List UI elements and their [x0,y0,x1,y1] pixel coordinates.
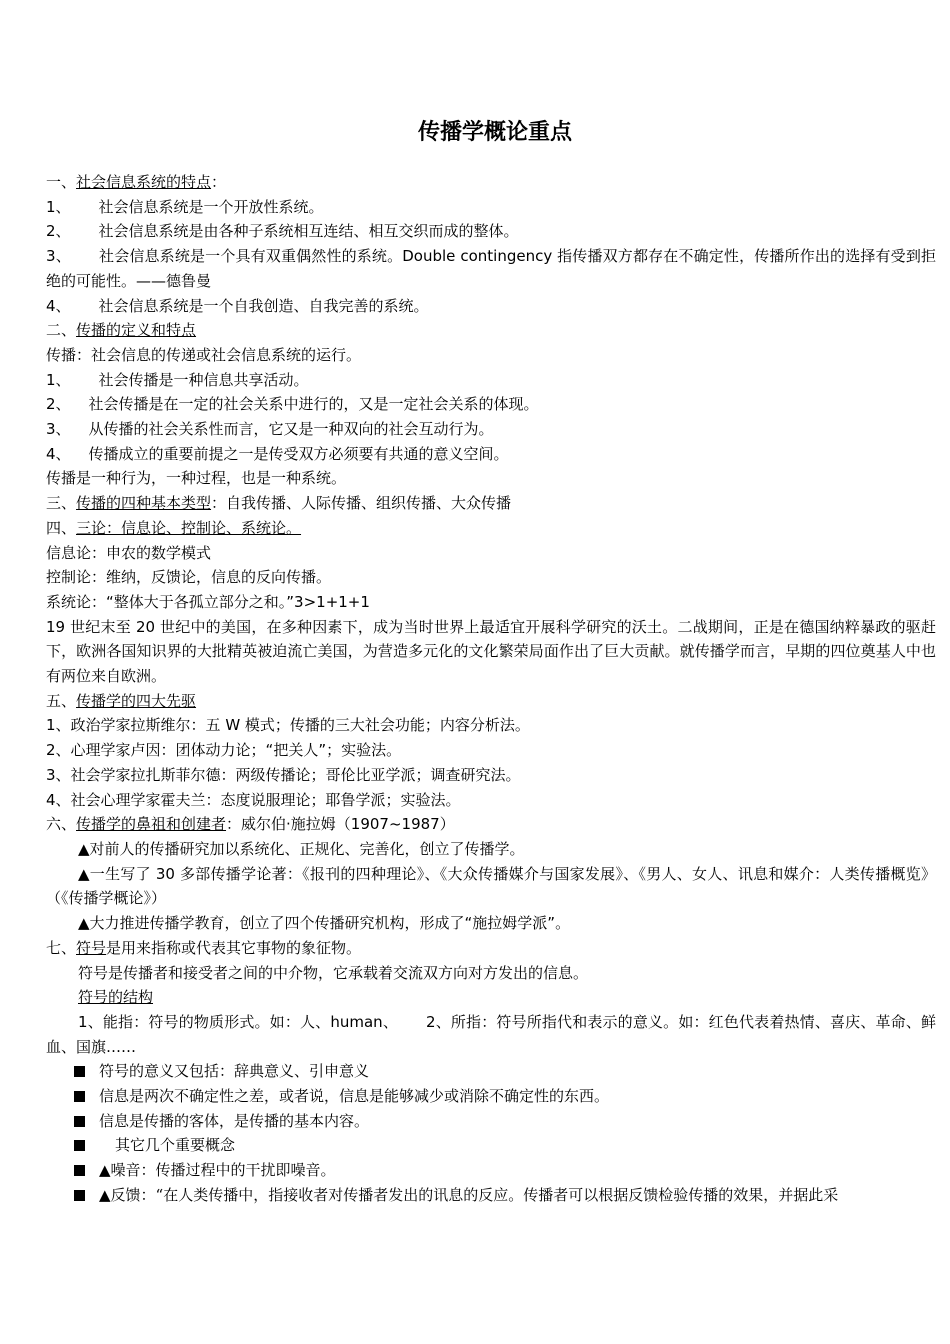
section-heading-3: 三、传播的四种基本类型：自我传播、人际传播、组织传播、大众传播 [46,494,512,513]
square-bullet-item: 符号的意义又包括：辞典意义、引申意义 [46,1059,936,1084]
list-item: 1、 社会传播是一种信息共享活动。 [46,370,309,389]
square-bullet-item: ▲反馈：“在人类传播中，指接收者对传播者发出的讯息的反应。传播者可以根据反馈检验传播的效果，并据此采 [46,1183,936,1208]
section-heading-2: 二、传播的定义和特点 [46,321,197,340]
page-title: 传播学概论重点 [417,120,572,145]
list-item: 2、心理学家卢因：团体动力论；“把关人”；实验法。 [46,741,402,760]
triangle-bullet: ▲对前人的传播研究加以系统化、正规化、完善化，创立了传播学。 [78,839,525,858]
square-bullet-icon [74,1066,85,1077]
list-item: 1、 社会信息系统是一个开放性系统。 [46,197,324,216]
summary-text: 传播是一种行为，一种过程，也是一种系统。 [46,469,347,488]
list-item: 2、 社会信息系统是由各种子系统相互连结、相互交织而成的整体。 [46,222,519,241]
list-item: 3、社会学家拉扎斯菲尔德：两级传播论；哥伦比亚学派；调查研究法。 [46,765,521,784]
square-bullet-item: ▲噪音：传播过程中的干扰即噪音。 [46,1158,936,1183]
document-page [46,118,936,1208]
body-paragraph: 19 世纪末至 20 世纪中的美国，在多种因素下，成为当时世界上最适宜开展科学研究的沃土。二战期间，正是在德国纳粹暴政的驱赶下，欧洲各国知识界的大批精英被迫流亡美国，为营造多元化的文化繁荣局面作出了巨大贡献。就传播学而言，早期的四位奠基人中也有两位来自欧洲。 [46,617,936,686]
section-heading-5: 五、传播学的四大先驱 [46,691,197,710]
section-heading-6: 六、传播学的鼻祖和创建者：威尔伯·施拉姆（1907~1987） [46,815,455,834]
square-bullet-item: 信息是两次不确定性之差，或者说，信息是能够减少或消除不确定性的东西。 [46,1084,936,1109]
body-text: 符号是传播者和接受者之间的中介物，它承载着交流双方向对方发出的信息。 [78,963,589,982]
square-bullet-item: 信息是传播的客体，是传播的基本内容。 [46,1109,936,1134]
section-heading-4: 四、三论：信息论、控制论、系统论。 [46,518,302,537]
list-item: 4、社会心理学家霍夫兰：态度说服理论；耶鲁学派；实验法。 [46,790,461,809]
triangle-bullet: ▲大力推进传播学教育，创立了四个传播研究机构，形成了“施拉姆学派”。 [78,914,571,933]
section-heading-1: 一、社会信息系统的特点： [46,173,227,191]
list-item: 3、 从传播的社会关系性而言，它又是一种双向的社会互动行为。 [46,420,494,439]
list-item: 4、 社会信息系统是一个自我创造、自我完善的系统。 [46,296,429,315]
square-bullet-item: 其它几个重要概念 [46,1133,936,1158]
body-text: 系统论：“整体大于各孤立部分之和。”3>1+1+1 [46,592,370,611]
list-item: 1、政治学家拉斯维尔：五 W 模式；传播的三大社会功能；内容分析法。 [46,716,530,735]
subheading: 符号的结构 [78,988,154,1007]
section-heading-7: 七、符号是用来指称或代表其它事物的象征物。 [46,938,362,957]
list-item: 3、 社会信息系统是一个具有双重偶然性的系统。Double contingency 指传播双方都存在不确定性，传播所作出的选择有受到拒绝的可能性。——德鲁曼 [46,247,937,290]
list-item: 2、 社会传播是在一定的社会关系中进行的，又是一定社会关系的体现。 [46,395,539,414]
square-bullet-icon [74,1140,85,1151]
definition-text: 传播：社会信息的传递或社会信息系统的运行。 [46,345,362,364]
body-text: 1、能指：符号的物质形式。如：人、human、 2、所指：符号所指代和表示的意义。如：红色代表着热情、喜庆、革命、鲜血、国旗…… [46,1012,936,1056]
square-bullet-icon [74,1165,85,1176]
square-bullet-icon [74,1116,85,1127]
body-text: 信息论：申农的数学模式 [46,543,212,562]
square-bullet-icon [74,1091,85,1102]
triangle-bullet: ▲一生写了 30 多部传播学论著：《报刊的四种理论》、《大众传播媒介与国家发展》、《男人、女人、讯息和媒介：人类传播概览》（《传播学概论》） [46,864,936,908]
list-item: 4、 传播成立的重要前提之一是传受双方必须要有共通的意义空间。 [46,444,509,463]
body-text: 控制论：维纳，反馈论，信息的反向传播。 [46,568,332,587]
square-bullet-icon [74,1190,85,1201]
